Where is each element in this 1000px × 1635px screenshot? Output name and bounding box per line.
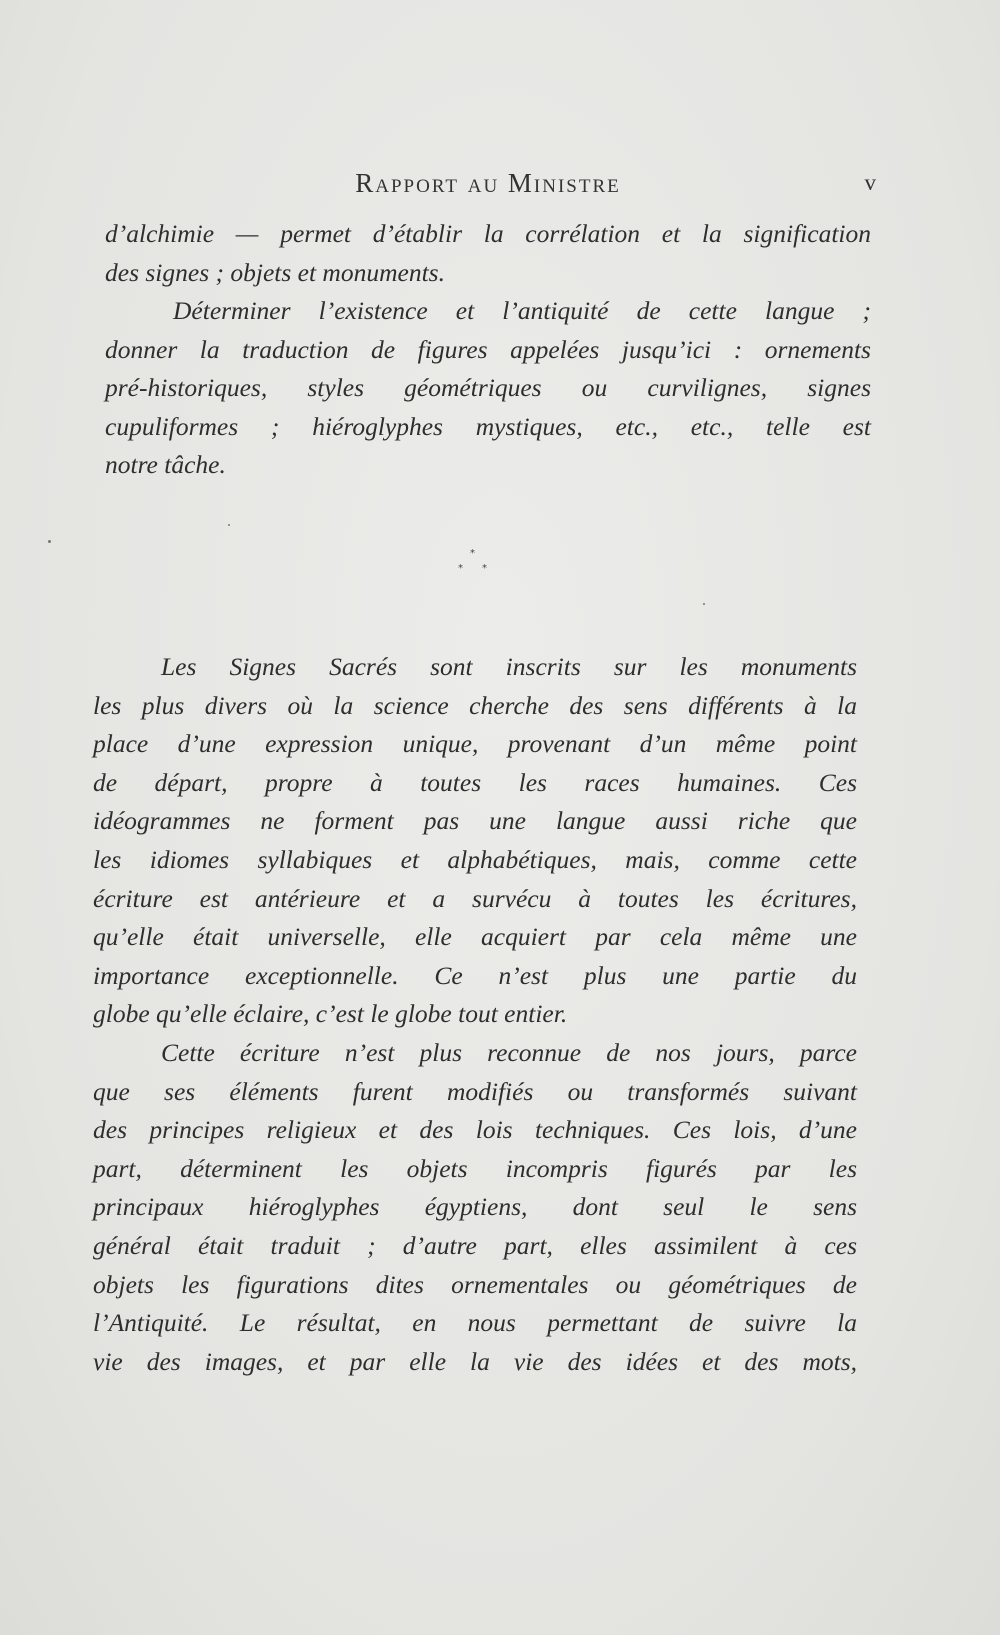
text-line: Les Signes Sacrés sont inscrits sur les monuments [161,652,857,681]
text-line: part, déterminent les objets incompris figurés par les [93,1153,857,1183]
paper-speck [228,524,230,526]
text-line: des principes religieux et des lois techniques. Ces lois, d’une [93,1115,857,1145]
text-line: les plus divers où la science cherche des sens différents à la [93,690,857,720]
text-line: pré-historiques, styles géométriques ou curvilignes, signes [105,373,871,402]
text-line: principaux hiéroglyphes égyptiens, dont seul le sens [93,1192,857,1222]
text-line: vie des images, et par elle la vie des idées et des mots, [93,1346,857,1376]
text-line: général était traduit ; d’autre part, elles assimilent à ces [93,1230,857,1260]
text-line: globe qu’elle éclaire, c’est le globe tout entier. [93,999,568,1029]
text-line: d’alchimie — permet d’établir la corrélation et la signification [105,219,871,248]
running-title: Rapport au Ministre [355,168,621,198]
running-head [100,168,876,208]
text-line: place d’une expression unique, provenant d’un même point [93,729,857,759]
paper-speck [48,540,51,543]
text-block-bottom [93,648,857,1381]
asterism-ornament [455,548,495,588]
text-line: idéogrammes ne forment pas une langue aussi riche que [93,806,857,836]
text-line: qu’elle était universelle, elle acquiert par cela même une [93,922,857,952]
star-icon: * [458,563,463,574]
page-number: v [864,170,876,195]
text-line: des signes ; objets et monuments. [105,257,445,287]
text-line: objets les figurations dites ornementales ou géométriques de [93,1269,857,1299]
text-line: les idiomes syllabiques et alphabétiques, mais, comme cette [93,844,857,874]
text-line: écriture est antérieure et a survécu à toutes les écritures, [93,883,857,913]
text-line: Cette écriture n’est plus reconnue de nos jours, parce [161,1037,857,1067]
star-icon: * [470,548,475,559]
star-icon: * [482,563,487,574]
text-line: importance exceptionnelle. Ce n’est plus une partie du [93,960,857,990]
text-line: que ses éléments furent modifiés ou transformés suivant [93,1076,857,1106]
text-line: de départ, propre à toutes les races humaines. Ces [93,767,857,797]
text-line: cupuliformes ; hiéroglyphes mystiques, etc., etc., telle est [105,411,871,441]
paper-speck [703,603,705,605]
text-line: Déterminer l’existence et l’antiquité de cette langue ; [173,296,871,325]
text-line: l’Antiquité. Le résultat, en nous permettant de suivre la [93,1308,857,1338]
text-line: donner la traduction de figures appelées jusqu’ici : ornements [105,334,871,364]
text-block-top [105,215,871,485]
text-line: notre tâche. [105,450,226,479]
